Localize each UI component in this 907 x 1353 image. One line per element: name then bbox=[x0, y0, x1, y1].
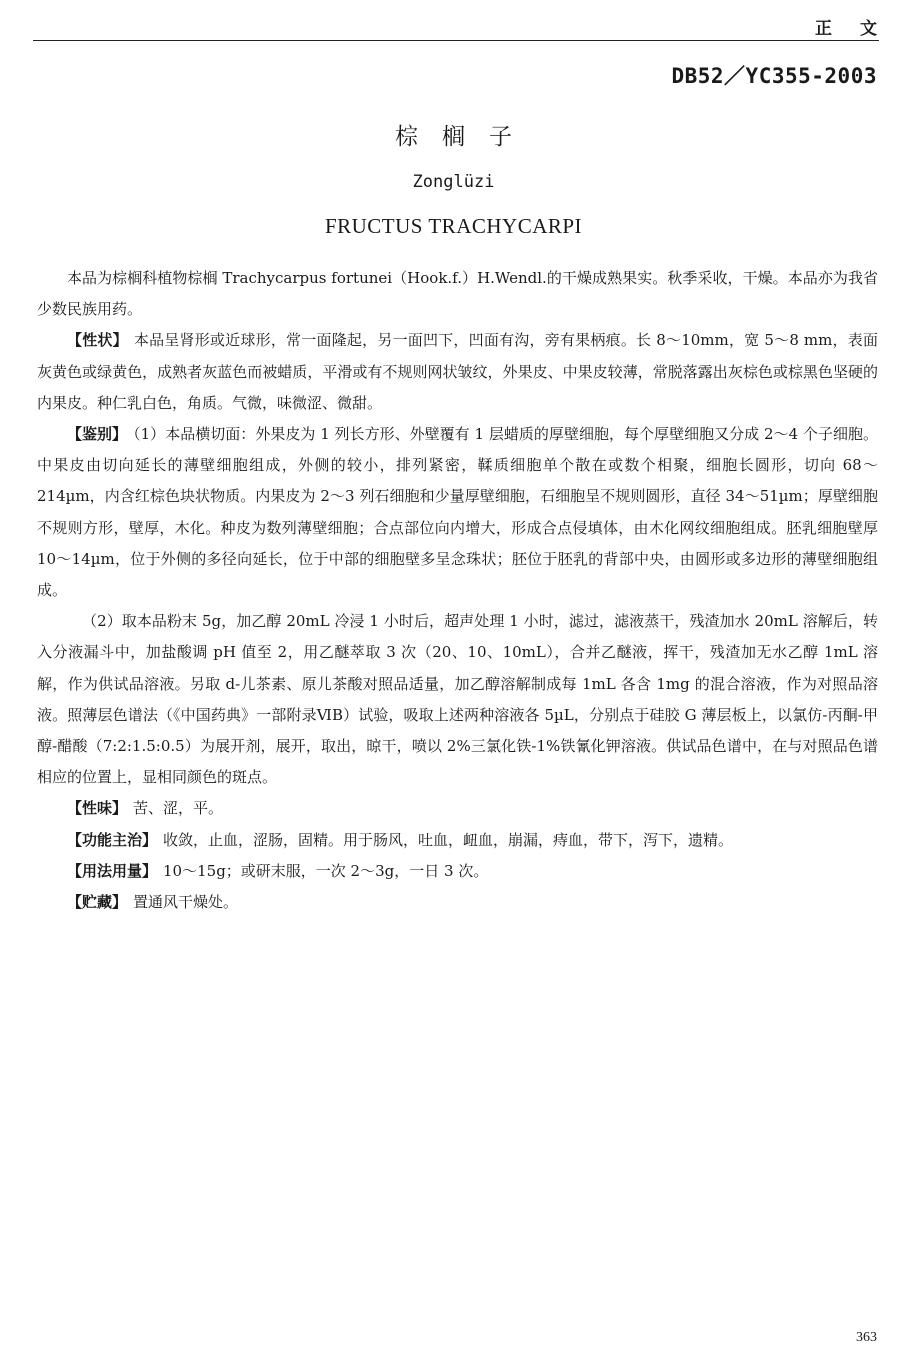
identification-paragraph-1 bbox=[37, 419, 878, 606]
identification-heading: 【鉴别】 bbox=[67, 425, 128, 444]
nature-flavor-text: 苦、涩，平。 bbox=[133, 799, 224, 818]
identification-text-2: （2）取本品粉末 5g，加乙醇 20mL 冷浸 1 小时后，超声处理 1 小时，滤过，滤液蒸干，残渣加水 20mL 溶解后，转入分液漏斗中，加盐酸调 pH 值至 2，用乙醚萃取 3 次（20、10、10mL），合并乙醚液，挥干，残渣加无水乙醇 1mL 溶解，作为供试品溶液。另取 d-儿茶素、原儿茶酸对照品适量，加乙醇溶解制成每 1mL 各含 1mg 的混合溶液，作为对照品溶液。照薄层色谱法（《中国药典》一部附录ⅥB）试验，吸取上述两种溶液各 5µL，分别点于硅胶 G 薄层板上，以氯仿-丙酮-甲醇-醋酸（7:2:1.5:0.5）为展开剂，展开，取出，晾干，喷以 2%三氯化铁-1%铁氰化钾溶液。供试品色谱中，在与对照品色谱相应的位置上，显相同颜色的斑点。 bbox=[37, 612, 878, 787]
nature-flavor-heading: 【性味】 bbox=[67, 799, 128, 818]
identification-text-1: （1）本品横切面：外果皮为 1 列长方形、外壁覆有 1 层蜡质的厚壁细胞，每个厚壁细胞又分成 2～4 个子细胞。中果皮由切向延长的薄壁细胞组成，外侧的较小，排列紧密，鞣质细胞单个散在或数个相聚，细胞长圆形，切向 68～214µm，内含红棕色块状物质。内果皮为 2～3 列石细胞和少量厚壁细胞，石细胞呈不规则圆形，直径 34～51µm；厚壁细胞不规则方形，壁厚，木化。种皮为数列薄壁细胞；合点部位向内增大，形成合点侵填体，由木化网纹细胞组成。胚乳细胞壁厚 10～14µm，位于外侧的多径向延长，位于中部的细胞壁多呈念珠状；胚位于胚乳的背部中央，由圆形或多边形的薄壁细胞组成。 bbox=[37, 425, 878, 600]
functions-text: 收敛，止血，涩肠，固精。用于肠风，吐血，衄血，崩漏，痔血，带下，泻下，遗精。 bbox=[163, 830, 734, 849]
running-header-section: 正文 bbox=[815, 19, 905, 39]
storage-text: 置通风干燥处。 bbox=[133, 893, 239, 912]
storage-paragraph bbox=[37, 887, 878, 918]
storage-heading: 【贮藏】 bbox=[67, 893, 128, 912]
description-heading: 【性状】 bbox=[67, 331, 128, 350]
header-rule bbox=[33, 40, 879, 41]
functions-heading: 【功能主治】 bbox=[67, 830, 158, 849]
page-number: 363 bbox=[856, 1330, 877, 1345]
functions-paragraph bbox=[37, 825, 878, 856]
nature-flavor-paragraph bbox=[37, 793, 878, 824]
usage-text: 10～15g；或研末服，一次 2～3g，一日 3 次。 bbox=[163, 861, 489, 880]
monograph-title-latin: FRUCTUS TRACHYCARPI bbox=[324, 214, 583, 238]
standard-code: DB52／YC355-2003 bbox=[671, 64, 877, 88]
identification-paragraph-2 bbox=[37, 606, 878, 793]
monograph-title-pinyin: Zonglüzi bbox=[412, 172, 495, 192]
intro-paragraph: 本品为棕榈科植物棕榈 Trachycarpus fortunei（Hook.f.）H.Wendl.的干燥成熟果实。秋季采收，干燥。本品亦为我省少数民族用药。 bbox=[37, 269, 878, 319]
description-paragraph bbox=[37, 325, 878, 419]
monograph-title-chinese: 棕榈子 bbox=[395, 124, 536, 150]
monograph-body bbox=[37, 263, 878, 918]
usage-heading: 【用法用量】 bbox=[67, 861, 158, 880]
description-text: 本品呈肾形或近球形，常一面隆起，另一面凹下，凹面有沟，旁有果柄痕。长 8～10mm，宽 5～8 mm，表面灰黄色或绿黄色，成熟者灰蓝色而被蜡质，平滑或有不规则网状皱纹，外果皮、中果皮较薄，常脱落露出灰棕色或棕黑色坚硬的内果皮。种仁乳白色，角质。气微，味微涩、微甜。 bbox=[37, 331, 878, 412]
usage-paragraph bbox=[37, 856, 878, 887]
